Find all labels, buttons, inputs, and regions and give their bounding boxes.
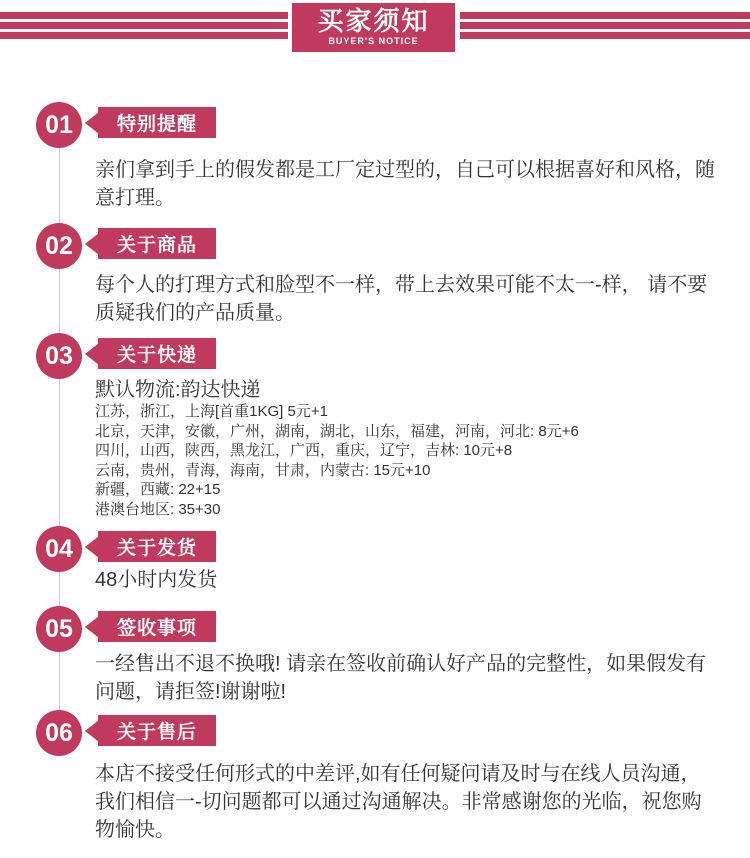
section-number-badge: 06 [36, 710, 82, 756]
tag-label: 签收事项 [98, 611, 216, 642]
shipping-rates-list [95, 402, 717, 519]
stripe [460, 32, 750, 39]
tag-arrow-icon [85, 720, 99, 742]
shipping-rate-line: 港澳台地区: 35+30 [95, 500, 221, 518]
shipping-rate-line: 江苏，浙江，上海[首重1KG] 5元+1 [95, 403, 328, 420]
tag-arrow-icon [85, 233, 99, 255]
page-title: 买家须知 [317, 6, 430, 36]
tag-arrow-icon [85, 616, 99, 638]
shipping-rate-line: 新疆，西藏: 22+15 [95, 481, 221, 498]
stripe [0, 12, 288, 19]
section-body-text: 48小时内发货 [95, 569, 218, 591]
stripe [460, 12, 750, 19]
stripe [460, 22, 750, 29]
header-stripes-right [460, 12, 750, 42]
tag-label: 关于发货 [98, 531, 216, 562]
tag-label: 关于商品 [98, 228, 216, 259]
shipping-rate-line: 云南，贵州，青海，海南，甘肃，内蒙古: 15元+10 [95, 461, 431, 479]
section-body-text: 一经售出不退不换哦! 请亲在签收前确认好产品的完整性，如果假发有问题，请拒签!谢谢啦! [95, 653, 707, 703]
section-number-badge: 02 [36, 223, 82, 269]
tag-label: 关于快递 [98, 338, 216, 369]
shipping-rate-line: 北京，天津，安徽，广州，湖南，湖北，山东，福建，河南，河北: 8元+6 [95, 422, 579, 440]
header-stripes-left [0, 12, 288, 42]
header-title-box [292, 3, 455, 52]
page-subtitle: BUYER'S NOTICE [328, 36, 419, 46]
tag-label: 特别提醒 [98, 107, 216, 138]
section-number-badge: 05 [36, 606, 82, 652]
shipping-rate-line: 四川，山西，陕西，黑龙江，广西，重庆，辽宁，吉林: 10元+8 [95, 442, 513, 459]
stripe [0, 22, 288, 29]
tag-arrow-icon [85, 343, 99, 365]
tag-arrow-icon [85, 112, 99, 134]
tag-arrow-icon [85, 536, 99, 558]
section-body-text: 本店不接受任何形式的中差评,如有任何疑问请及时与在线人员沟通，我们相信一-切问题都可以通过沟通解决。非常感谢您的光临，祝您购物愉快。 [95, 763, 702, 841]
section-number-badge: 01 [36, 102, 82, 148]
section-number-badge: 03 [36, 333, 82, 379]
tag-label: 关于售后 [98, 715, 216, 746]
default-logistics-text: 默认物流:韵达快递 [95, 379, 261, 401]
stripe [0, 32, 288, 39]
section-body-text: 亲们拿到手上的假发都是工厂定过型的，自己可以根据喜好和风格，随意打理。 [95, 159, 715, 209]
section-body-text: 每个人的打理方式和脸型不一样，带上去效果可能不太一-样， 请不要质疑我们的产品质量。 [95, 274, 708, 324]
section-number-badge: 04 [36, 526, 82, 572]
